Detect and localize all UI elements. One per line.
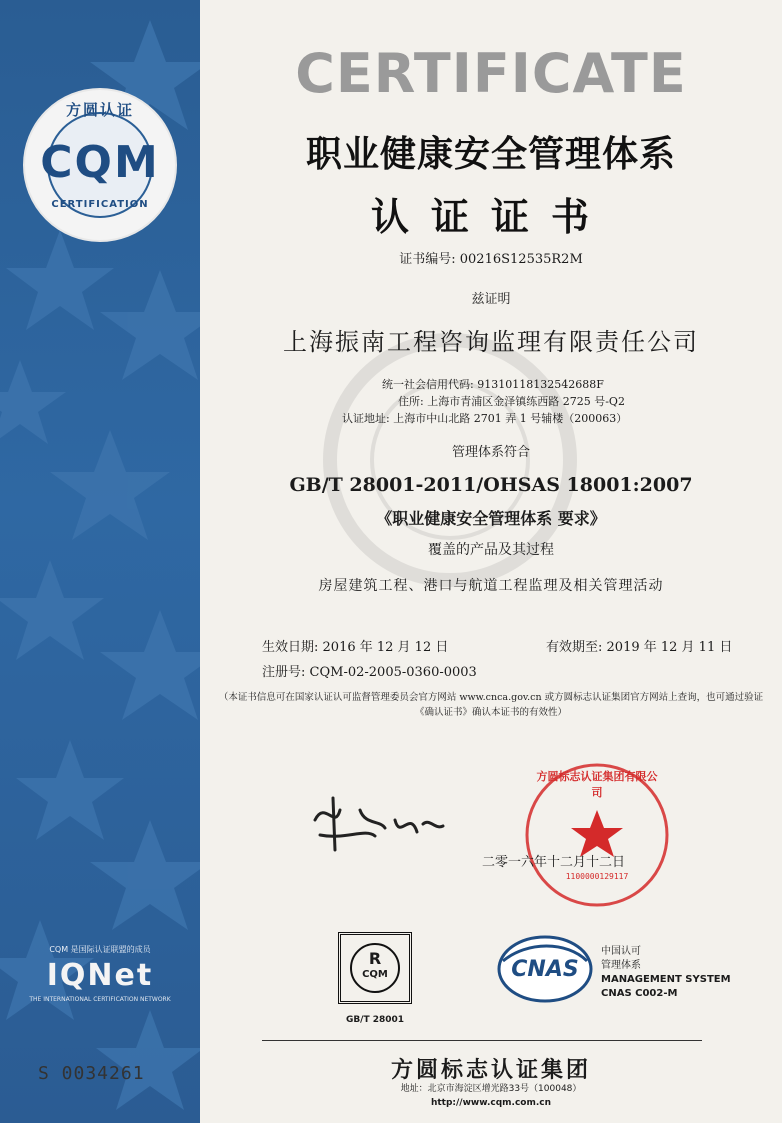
- note-line-1: （本证书信息可在国家认证认可监督管理委员会官方网站 www.cnca.gov.cn 或方圆标志认证集团官方网站上查询，也可通过验证: [218, 692, 764, 703]
- star-shape: [6, 230, 114, 330]
- effective-date-row: [262, 636, 448, 655]
- star-shape: [0, 360, 66, 444]
- rcqm-mark: [338, 932, 412, 1004]
- credit-code-label: 统一社会信用代码:: [382, 378, 474, 391]
- cqm-top-text: 方圆认证: [65, 101, 134, 119]
- cnas-line-3: MANAGEMENT SYSTEM: [601, 974, 731, 985]
- seal-code: 1100000129117: [565, 872, 629, 881]
- cqm-logo: [20, 85, 180, 245]
- rcqm-circle-icon: [341, 935, 409, 1001]
- issue-date: 二零一六年十二月十二日: [482, 855, 626, 870]
- iqnet-logo: IQNet: [46, 958, 154, 993]
- footer-divider: [262, 1040, 702, 1041]
- cnas-line-4: CNAS C002-M: [601, 988, 678, 999]
- cert-address-label: 认证地址:: [342, 412, 390, 425]
- credit-code: 91310118132542688F: [477, 378, 604, 391]
- certificate-title-en: CERTIFICATE: [295, 42, 687, 105]
- cqm-bottom-text: CERTIFICATION: [51, 199, 149, 210]
- valid-date-row: [546, 636, 732, 655]
- star-shape: [0, 560, 104, 660]
- valid-date: 2019 年 12 月 11 日: [606, 640, 733, 655]
- cnas-line-1: 中国认可: [601, 946, 641, 957]
- company-details: [342, 376, 627, 427]
- note-line-2: 《确认证书》确认本证书的有效性）: [414, 707, 567, 718]
- star-shape: [100, 610, 200, 720]
- star-shape: [90, 820, 200, 930]
- registration-label: 注册号:: [262, 665, 306, 680]
- star-shape: [50, 430, 170, 540]
- scope-text: 房屋建筑工程、港口与航道工程监理及相关管理活动: [318, 578, 664, 594]
- serial-number: S 0034261: [38, 1063, 145, 1084]
- certificate-number-label: 证书编号:: [399, 252, 456, 267]
- star-shape: [100, 270, 200, 380]
- address-row: [398, 393, 683, 410]
- effective-date: 2016 年 12 月 12 日: [322, 640, 449, 655]
- star-shape: [16, 740, 124, 840]
- iqnet-subcaption: THE INTERNATIONAL CERTIFICATION NETWORK: [29, 996, 171, 1003]
- rcqm-standard: GB/T 28001: [345, 1015, 405, 1025]
- credit-code-row: [382, 376, 667, 393]
- registration-number: CQM-02-2005-0360-0003: [309, 665, 477, 680]
- certificate-number-row: [200, 248, 782, 267]
- organization-url: http://www.cqm.com.cn: [430, 1098, 552, 1108]
- verification-note: [200, 690, 782, 720]
- organization-address: 地址：北京市海淀区增光路33号（100048）: [400, 1084, 582, 1094]
- red-seal: [522, 760, 672, 910]
- cnas-logo-text: CNAS: [511, 957, 579, 982]
- standard-name: 《职业健康安全管理体系 要求》: [376, 509, 606, 528]
- address: 上海市青浦区金泽镇练西路 2725 号-Q2: [427, 395, 625, 408]
- certificate-title-cn: 职业健康安全管理体系: [305, 134, 676, 175]
- signature-icon: [305, 790, 455, 860]
- rcqm-acronym: CQM: [362, 969, 388, 980]
- rcqm-letter: R: [368, 949, 382, 968]
- conforms-label: 管理体系符合: [451, 445, 530, 460]
- seal-text: 方圆标志认证集团有限公司: [536, 770, 658, 799]
- issuing-organization: 方圆标志认证集团: [390, 1058, 591, 1083]
- cert-address: 上海市中山北路 2701 弄 1 号辅楼（200063）: [393, 412, 628, 425]
- registration-row: [262, 661, 477, 680]
- cqm-acronym: CQM: [40, 137, 160, 188]
- cnas-line-2: 管理体系: [601, 960, 641, 971]
- star-shape: [96, 1010, 200, 1110]
- certificate-number: 00216S12535R2M: [459, 252, 583, 267]
- company-name: 上海振南工程咨询监理有限责任公司: [283, 328, 699, 356]
- seal-star-icon: [571, 810, 623, 857]
- address-label: 住所:: [398, 395, 424, 408]
- cnas-text: [601, 945, 731, 1001]
- iqnet-block: [10, 944, 190, 1010]
- hereby-certify: 兹证明: [471, 292, 511, 307]
- cnas-logo: [497, 935, 593, 1003]
- standard-code: GB/T 28001-2011/OHSAS 18001:2007: [289, 474, 693, 496]
- effective-label: 生效日期:: [262, 640, 319, 655]
- cert-address-row: [342, 410, 627, 427]
- scope-label: 覆盖的产品及其过程: [428, 542, 554, 558]
- valid-label: 有效期至:: [546, 640, 603, 655]
- certificate-subtitle-cn: 认证证书: [370, 195, 611, 239]
- iqnet-caption: CQM 是国际认证联盟的成员: [49, 945, 151, 954]
